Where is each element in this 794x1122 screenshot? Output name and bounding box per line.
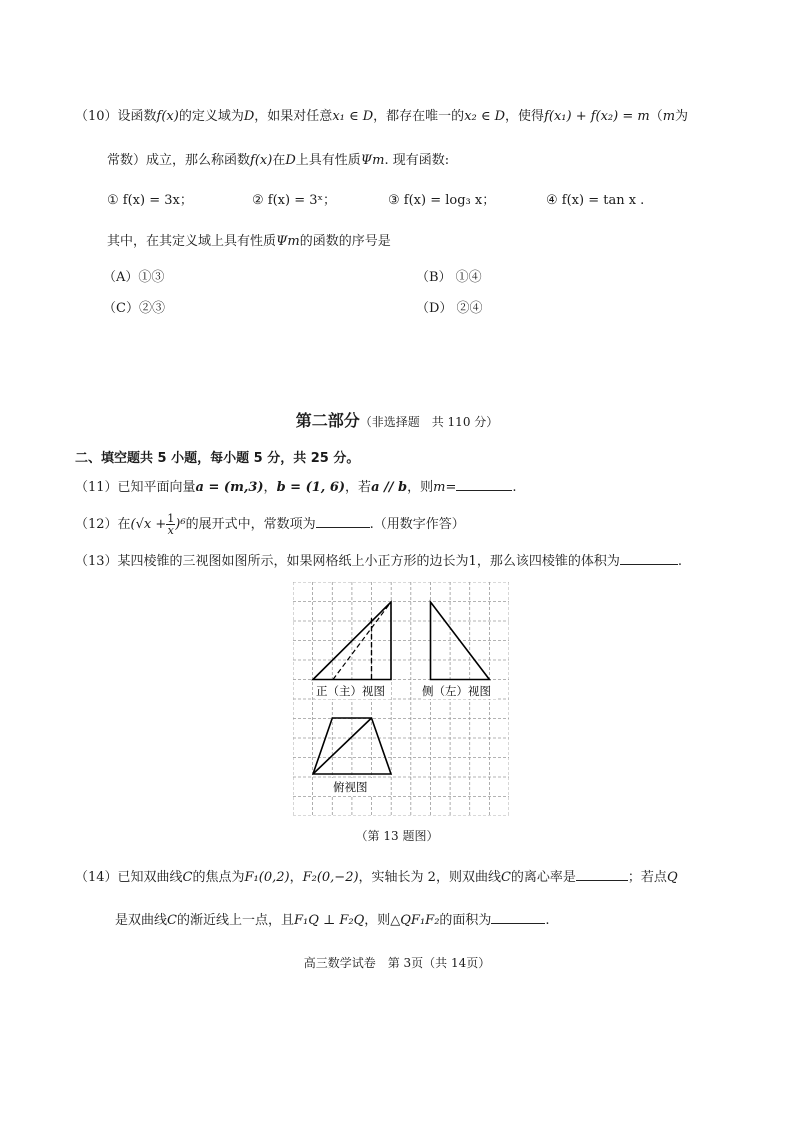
math-F2: F₂(0,−2) [302, 870, 359, 885]
answer-var-m: m= [433, 480, 457, 495]
q10-text: （ [649, 109, 663, 124]
q12-text: （12）在 [75, 517, 131, 532]
parallel-cond: a // b [371, 480, 408, 495]
q10-text: 在 [272, 153, 286, 168]
q10-opt3: ③ f(x) = log₃ x； [388, 193, 496, 208]
q14-text: 的离心率是 [510, 870, 576, 885]
answer-blank-q14a[interactable] [576, 868, 628, 881]
q12 [75, 513, 465, 536]
section-title [0, 408, 794, 431]
q11-text: . [512, 480, 517, 495]
q14-text: 是双曲线 [115, 913, 168, 928]
math-fx: f(x) [250, 153, 273, 168]
math-psi: Ψm [276, 234, 300, 249]
choice-D[interactable]: （D） ②④ [416, 301, 483, 316]
answer-blank-q13[interactable] [620, 552, 678, 565]
math-C: C [167, 913, 177, 928]
answer-blank-q11[interactable] [456, 478, 512, 491]
q14-text: ，实轴长为 2，则双曲线 [358, 870, 501, 885]
q10-text: ，如果对任意 [254, 109, 333, 124]
math-C: C [182, 870, 193, 885]
fraction [166, 513, 175, 536]
fraction-num: 1 [167, 512, 175, 525]
front-view-label: 正（主）视图 [316, 684, 385, 698]
q11-text: ， [263, 480, 277, 495]
vector-b: b = (1, 6) [276, 480, 346, 495]
q14-text: . [545, 913, 550, 928]
side-view-label: 侧（左）视图 [422, 684, 491, 698]
q14-text: ；若点 [627, 870, 667, 885]
q12-text: 的展开式中，常数项为 [185, 517, 316, 532]
answer-blank-q12[interactable] [316, 515, 370, 528]
math-x2: x₂ ∈ D [464, 109, 506, 124]
q11-text: （11）已知平面向量 [75, 480, 196, 495]
q13-text: （13）某四棱锥的三视图如图所示，如果网格纸上小正方形的边长为1，那么该四棱锥的体积为 [75, 554, 620, 569]
q10-text: （10）设函数 [75, 109, 157, 124]
math-eq: f(x₁) + f(x₂) = m [544, 109, 650, 124]
q10-text: . 现有函数: [384, 153, 450, 168]
q14-text: 的面积为 [439, 913, 492, 928]
q13-text: . [677, 554, 682, 569]
q14-line2 [115, 911, 550, 930]
q10-text: ，都存在唯一的 [373, 109, 465, 124]
top-view-label: 俯视图 [333, 780, 368, 794]
math-x1: x₁ ∈ D [332, 109, 374, 124]
q10-text: 的定义域为 [178, 109, 244, 124]
q14-text: ， [289, 870, 303, 885]
math-C: C [500, 870, 511, 885]
q10-line2 [107, 152, 449, 170]
choice-C[interactable]: （C）②③ [103, 301, 165, 316]
q10-line1 [75, 108, 688, 126]
q11 [75, 478, 517, 497]
math-triangle: △QF₁F₂ [390, 913, 440, 928]
math-D: D [243, 109, 255, 124]
section-title-main: 第二部分 [295, 411, 360, 430]
math-m: m [662, 109, 676, 124]
three-view-figure [293, 582, 509, 816]
math-expr: (√x + [130, 517, 167, 532]
q10-text: 为 [675, 109, 689, 124]
part-heading: 二、填空题共 5 小题，每小题 5 分，共 25 分。 [75, 451, 360, 466]
q10-opt1: ① f(x) = 3x； [107, 193, 193, 208]
math-psi: Ψm [360, 153, 385, 168]
q14-line1 [75, 868, 678, 887]
math-D: D [285, 153, 296, 168]
q10-text: ，使得 [505, 109, 545, 124]
q11-text: ，若 [345, 480, 372, 495]
q14-text: ，则 [364, 913, 391, 928]
answer-blank-q14b[interactable] [491, 911, 545, 924]
q14-text: 的渐近线上一点，且 [176, 913, 294, 928]
choice-A[interactable]: （A）①③ [103, 270, 165, 285]
q10-text: 上具有性质 [295, 153, 361, 168]
q14-text: 的焦点为 [192, 870, 245, 885]
q14-text: （14）已知双曲线 [75, 870, 183, 885]
vector-a: a = (m,3) [195, 480, 264, 495]
math-Q: Q [666, 870, 678, 885]
q10-line4 [107, 233, 391, 251]
q13 [75, 552, 682, 571]
q11-text: ，则 [407, 480, 434, 495]
page-footer: 高三数学试卷 第 3页（共 14页） [303, 956, 491, 970]
figure-caption: （第 13 题图） [355, 829, 439, 843]
q12-text: .（用数字作答） [369, 517, 465, 532]
top-view [313, 718, 391, 774]
math-perp: F₁Q ⊥ F₂Q [293, 913, 365, 928]
math-fx: f(x) [156, 109, 179, 124]
math-F1: F₁(0,2) [244, 870, 290, 885]
math-expr: )⁶ [175, 517, 186, 532]
q10-text: 的函数的序号是 [299, 234, 391, 249]
q10-opt2: ② f(x) = 3ˣ； [252, 193, 337, 208]
q10-text: 常数）成立，那么称函数 [107, 153, 251, 168]
section-subtitle: （非选择题 共 110 分） [359, 415, 499, 429]
q10-text: 其中，在其定义域上具有性质 [107, 234, 277, 249]
choice-B[interactable]: （B） ①④ [416, 270, 482, 285]
fraction-den: x [167, 524, 174, 537]
q10-opt4: ④ f(x) = tan x . [546, 193, 645, 208]
